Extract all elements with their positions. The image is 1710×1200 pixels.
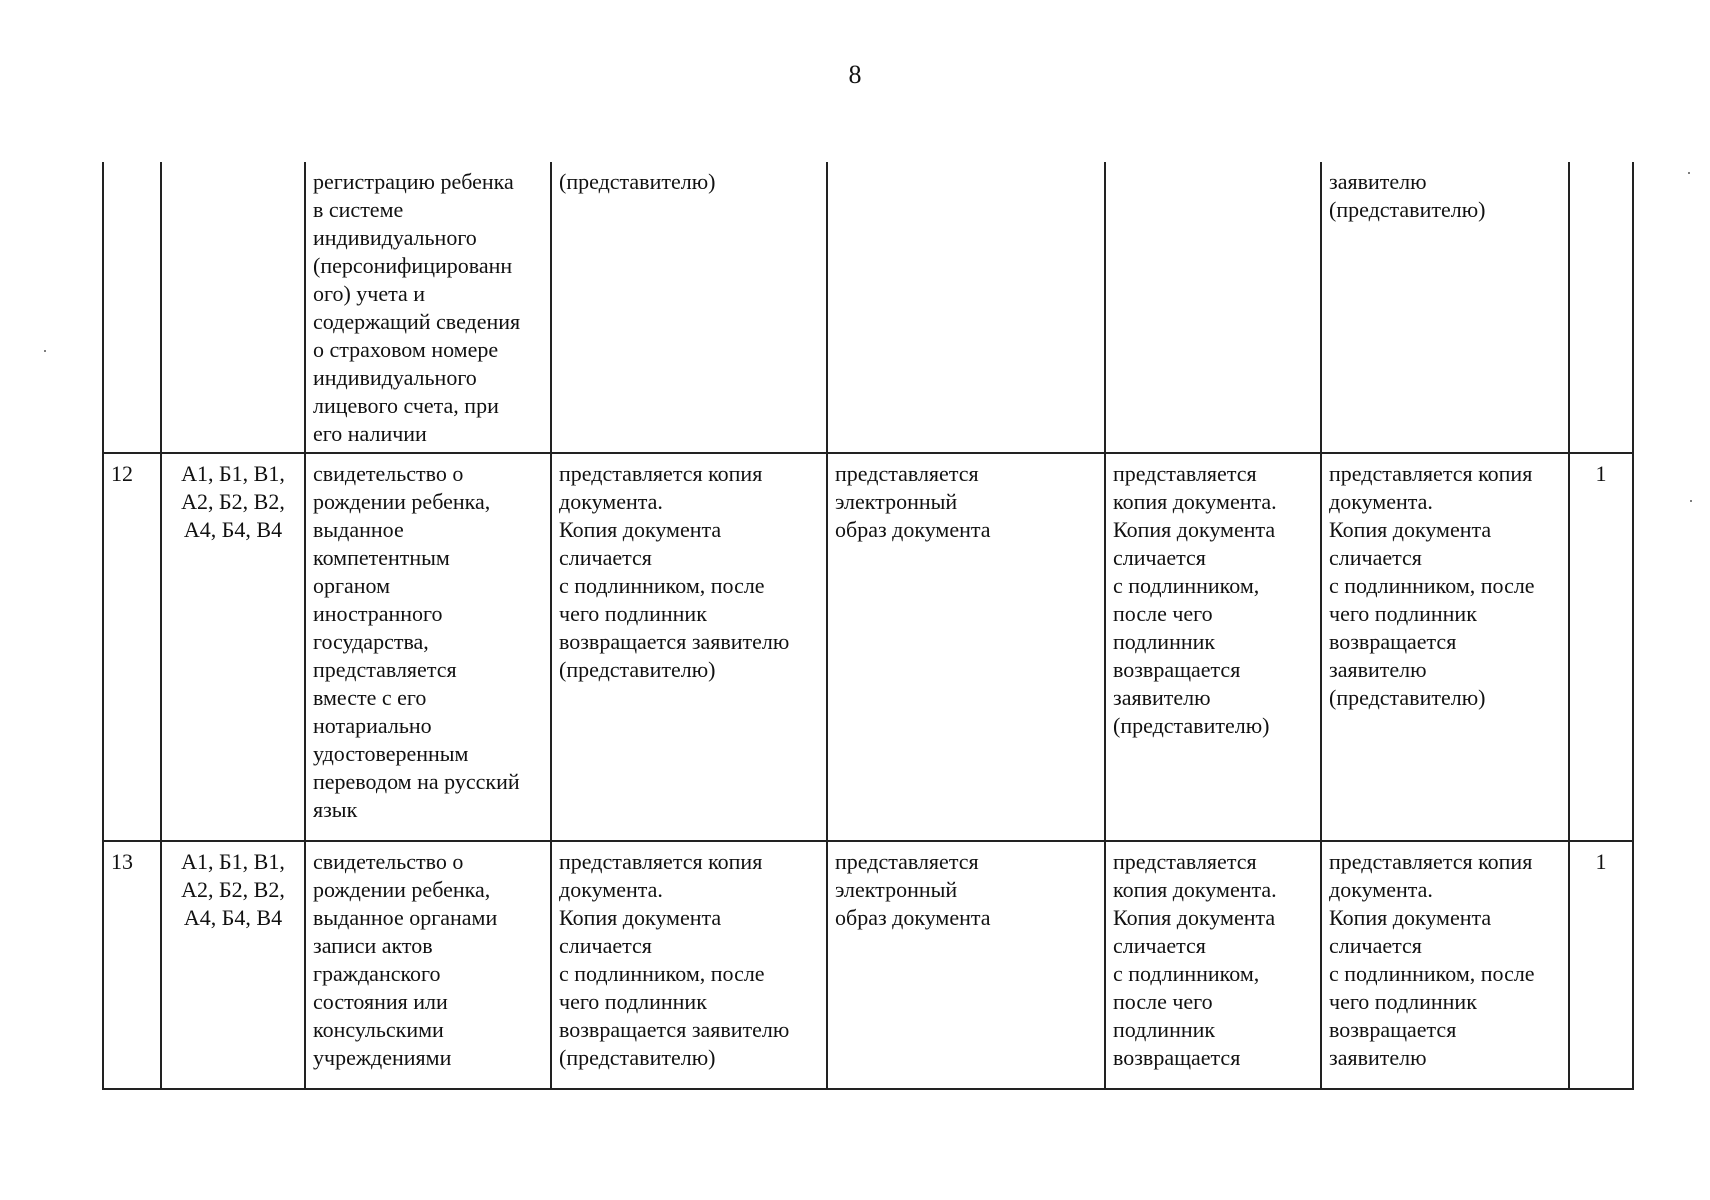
scan-speck bbox=[1690, 500, 1692, 502]
row-number-cell: 13 bbox=[103, 841, 161, 1089]
quantity-cell bbox=[1569, 162, 1633, 453]
mail-submission-cell: представляется копия документа. Копия документа сличается с подлинником, после чего подлинник возвращается bbox=[1105, 841, 1321, 1089]
in-person-submission-cell: (представителю) bbox=[551, 162, 827, 453]
mfc-submission-cell: заявителю (представителю) bbox=[1321, 162, 1569, 453]
mfc-submission-cell: представляется копия документа. Копия документа сличается с подлинником, после чего подлинник возвращается заявителю bbox=[1321, 841, 1569, 1089]
electronic-submission-cell: представляется электронный образ документа bbox=[827, 841, 1105, 1089]
applicant-categories-cell bbox=[161, 162, 305, 453]
in-person-submission-cell: представляется копия документа. Копия документа сличается с подлинником, после чего подлинник возвращается заявителю (представителю) bbox=[551, 453, 827, 841]
row-number-cell bbox=[103, 162, 161, 453]
row-number-cell: 12 bbox=[103, 453, 161, 841]
in-person-submission-cell: представляется копия документа. Копия документа сличается с подлинником, после чего подлинник возвращается заявителю (представителю) bbox=[551, 841, 827, 1089]
electronic-submission-cell bbox=[827, 162, 1105, 453]
document-name-cell: свидетельство о рождении ребенка, выданное компетентным органом иностранного государства, представляется вместе с его нотариально удостоверенным переводом на русский язык bbox=[305, 453, 551, 841]
document-name-cell: свидетельство о рождении ребенка, выданное органами записи актов гражданского состояния или консульскими учреждениями bbox=[305, 841, 551, 1089]
page-number: 8 bbox=[848, 60, 862, 89]
scan-speck bbox=[44, 350, 46, 352]
quantity-cell: 1 bbox=[1569, 841, 1633, 1089]
mail-submission-cell: представляется копия документа. Копия документа сличается с подлинником, после чего подлинник возвращается заявителю (представителю) bbox=[1105, 453, 1321, 841]
mfc-submission-cell: представляется копия документа. Копия документа сличается с подлинником, после чего подлинник возвращается заявителю (представителю) bbox=[1321, 453, 1569, 841]
scan-speck bbox=[1688, 172, 1690, 174]
table-row bbox=[103, 162, 1633, 453]
table-row bbox=[103, 453, 1633, 841]
quantity-cell: 1 bbox=[1569, 453, 1633, 841]
electronic-submission-cell: представляется электронный образ документа bbox=[827, 453, 1105, 841]
table-row bbox=[103, 841, 1633, 1089]
applicant-categories-cell: А1, Б1, В1, А2, Б2, В2, А4, Б4, В4 bbox=[161, 453, 305, 841]
applicant-categories-cell: А1, Б1, В1, А2, Б2, В2, А4, Б4, В4 bbox=[161, 841, 305, 1089]
document-name-cell: регистрацию ребенка в системе индивидуального (персонифицированн ого) учета и содержащий сведения о страховом номере индивидуального лицевого счета, при его наличии bbox=[305, 162, 551, 453]
requirements-table bbox=[102, 162, 1634, 1090]
mail-submission-cell bbox=[1105, 162, 1321, 453]
